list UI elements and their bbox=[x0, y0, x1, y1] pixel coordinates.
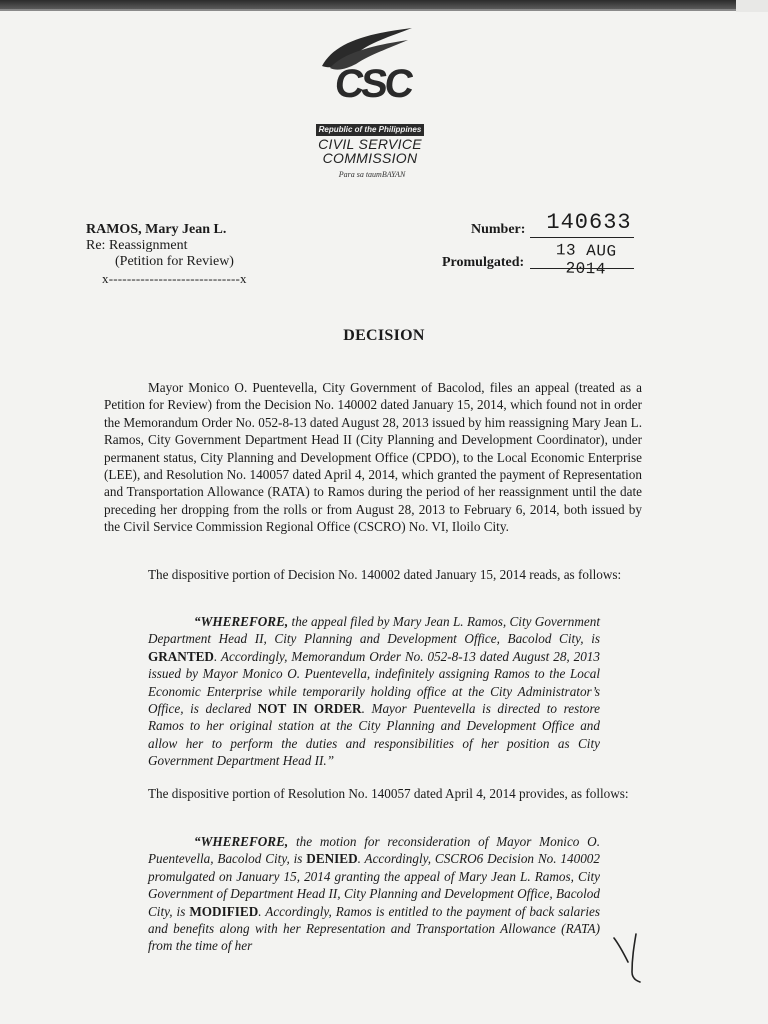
paragraph-decision-intro-text: The dispositive portion of Decision No. 140002 dated January 15, 2014 reads, as follows: bbox=[148, 567, 622, 582]
logo-agency-line1: CIVIL SERVICE bbox=[318, 136, 422, 152]
number-block bbox=[440, 210, 640, 279]
quote-decision bbox=[148, 613, 600, 770]
case-caption bbox=[86, 222, 234, 270]
paragraph-resolution-intro bbox=[104, 785, 642, 802]
paragraph-resolution-intro-text: The dispositive portion of Resolution No. 140057 dated April 4, 2014 provides, as follows: bbox=[148, 786, 629, 801]
paragraph-intro bbox=[104, 379, 642, 536]
scan-edge-top bbox=[0, 0, 768, 9]
promulgated-date-stamp: 13 AUG 2014 bbox=[555, 241, 617, 279]
quote-decision-not-in-order: NOT IN ORDER bbox=[257, 701, 362, 717]
logo-csc-text: CSC bbox=[332, 62, 414, 106]
number-value: 140633 bbox=[546, 210, 632, 235]
quote-decision-granted: GRANTED bbox=[148, 648, 214, 664]
quote-decision-open: “WHEREFORE, bbox=[194, 614, 289, 629]
party-name: RAMOS, Mary Jean L. bbox=[86, 222, 227, 237]
document-title: DECISION bbox=[343, 327, 425, 344]
quote-resolution bbox=[148, 833, 600, 955]
quote-resolution-open: “WHEREFORE, bbox=[194, 834, 289, 849]
promulgated-label: Promulgated: bbox=[442, 255, 525, 270]
scan-edge-corner bbox=[736, 0, 768, 12]
logo-agency-line2: COMMISSION bbox=[322, 150, 418, 166]
logo-tagline: Para sa taumBAYAN bbox=[338, 170, 406, 179]
initials-mark-icon bbox=[612, 932, 642, 984]
quote-resolution-modified: MODIFIED bbox=[189, 903, 259, 919]
number-label: Number: bbox=[471, 222, 526, 237]
paragraph-intro-text: Mayor Monico O. Puentevella, City Government of Bacolod, files an appeal (treated as a Petition for Review) from the Decision No. 140002 dated January 15, 2014, which found not in order the Memorandum Order No. 052-8-13 dated August 28, 2013 issued by him reassigning Mary Jean L. Ramos, City Government Department Head II (City Planning and Development Coordinator), under permanent status, City Planning and Development Office (CPDO), to the Local Economic Enterprise (LEE), and Resolution No. 140057 dated April 4, 2014, which granted the payment of Representation and Transportation Allowance (RATA) to Ramos during the period of her reassignment until the date preceding her dropping from the rolls or from August 28, 2013 to February 6, 2014, both issued by the Civil Service Commission Regional Office (CSCRO) No. VI, Iloilo City. bbox=[104, 380, 642, 535]
logo-republic-banner: Republic of the Philippines bbox=[316, 124, 424, 136]
quote-resolution-text-2: . Accordingly, CSCRO6 Decision No. 140002 promulgated on January 15, 2014 granting the appeal of Mary Jean L. Ramos, City Government of Department Head II, City Planning and Development Office, Bacolod City, is bbox=[148, 851, 600, 919]
csc-logo bbox=[316, 26, 426, 179]
caption-separator: x-----------------------------x bbox=[102, 271, 247, 286]
paragraph-decision-intro bbox=[104, 566, 642, 583]
quote-decision-text-2: . Accordingly, Memorandum Order No. 052-8-13 dated August 28, 2013 issued by Mayor Monico O. Puentevella, indefinitely assigning Ramos to the Local Economic Enterprise while temporarily holding office at the City Administrator’s Office, is declared bbox=[148, 648, 600, 717]
scan-edge-line bbox=[0, 9, 738, 11]
quote-resolution-denied: DENIED bbox=[306, 851, 358, 867]
quote-resolution-text-1: the motion for reconsideration of Mayor Monico O. Puentevella, Bacolod City, is bbox=[148, 834, 600, 867]
quote-resolution-text-3: . Accordingly, Ramos is entitled to the payment of back salaries and benefits along with her Representation and Transportation Allowance (RATA) from the time of her bbox=[148, 903, 600, 954]
quote-decision-text-3: . Mayor Puentevella is directed to restore Ramos to her original station at the City Planning and Development Office and allow her to perform the duties and responsibilities of her position as City Government Department Head II.” bbox=[148, 701, 600, 769]
quote-decision-text-1: the appeal filed by Mary Jean L. Ramos, City Government Department Head II, City Planning and Development Office, Bacolod City, is bbox=[148, 614, 600, 647]
re-line: Re: Reassignment bbox=[86, 238, 188, 253]
promulgated-underline bbox=[530, 268, 634, 269]
petition-line: (Petition for Review) bbox=[115, 254, 234, 269]
number-underline bbox=[530, 237, 634, 238]
